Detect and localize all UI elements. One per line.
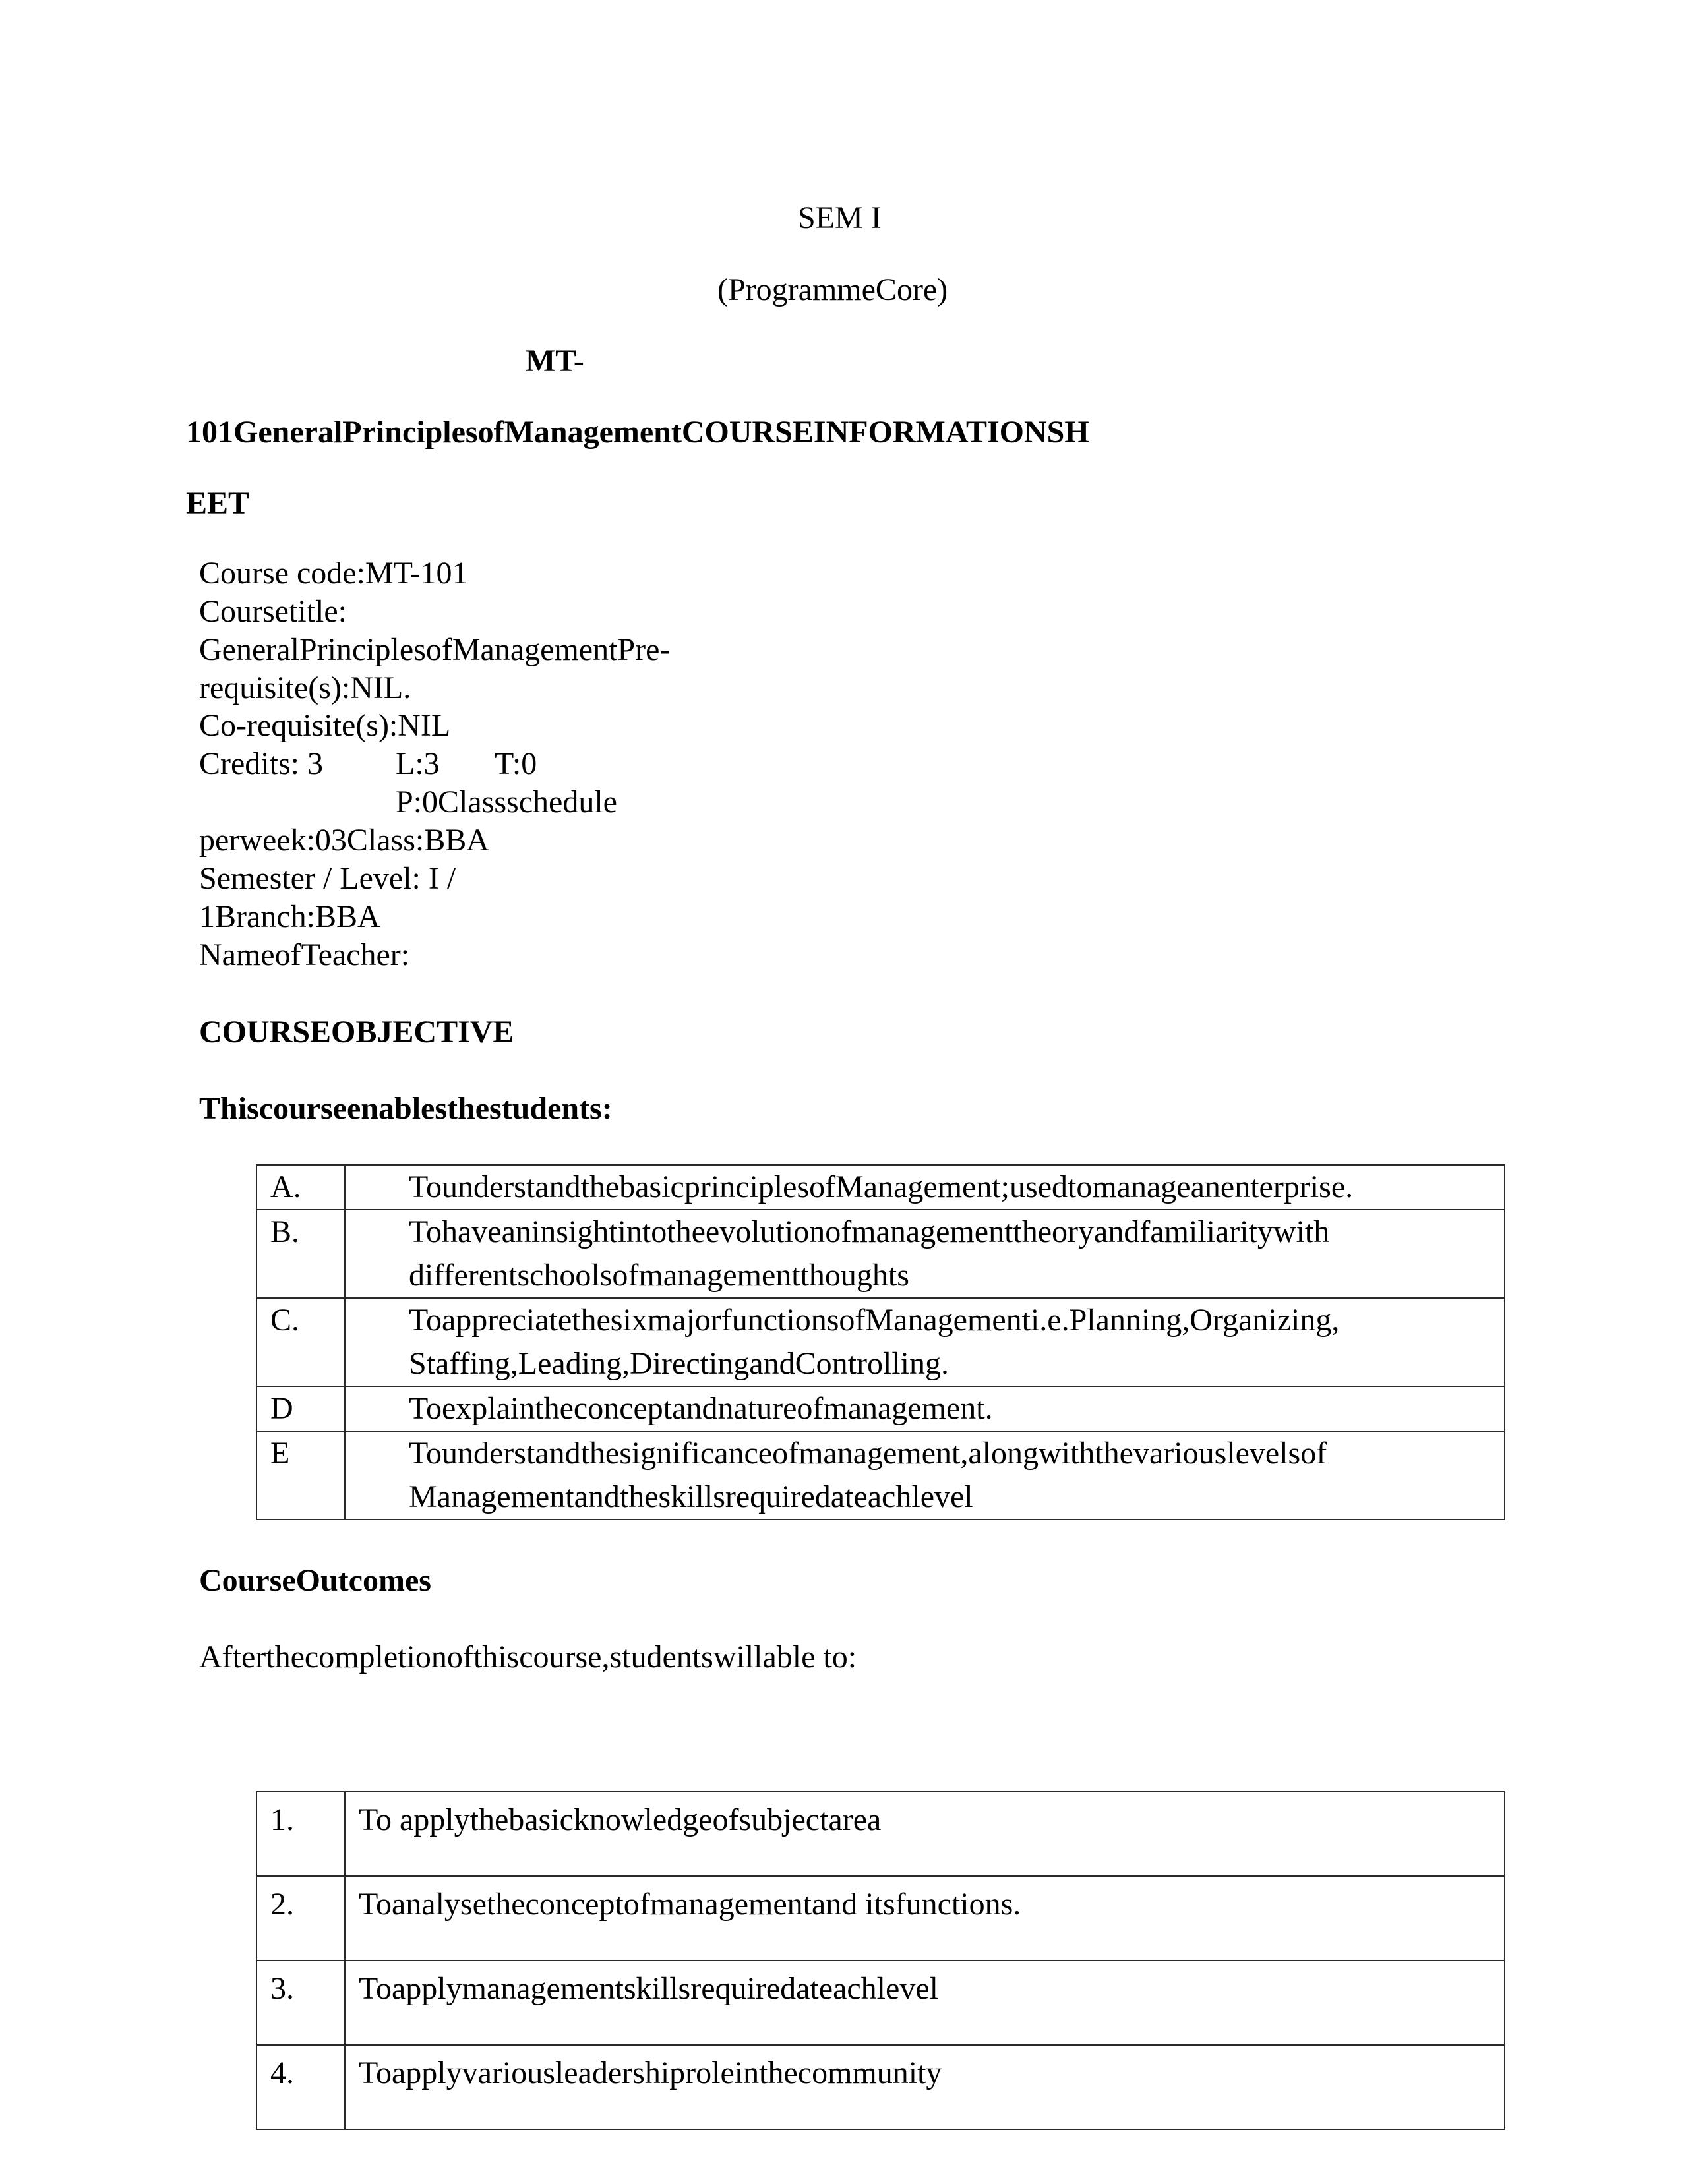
course-title-line-3: EET xyxy=(186,486,250,521)
outcome-text: Toapplymanagementskillsrequiredateachlevel xyxy=(345,1961,1505,2045)
table-row xyxy=(256,1298,1505,1386)
outcome-key: 2. xyxy=(256,1876,345,1961)
objective-text xyxy=(345,1165,1505,1210)
course-outcomes-heading: CourseOutcomes xyxy=(199,1563,431,1598)
course-code: Course code:MT-101 xyxy=(199,556,468,591)
table-row xyxy=(256,1210,1505,1298)
table-row xyxy=(256,1386,1505,1431)
teacher-name: NameofTeacher: xyxy=(199,937,410,972)
objective-line: Tounderstandthesignificanceofmanagement,alongwiththevariouslevelsof xyxy=(409,1436,1327,1471)
outcome-text: Toapplyvariousleadershiproleinthecommunity xyxy=(345,2045,1505,2129)
per-week-and-class: perweek:03Class:BBA xyxy=(199,823,489,858)
outcome-key: 1. xyxy=(256,1792,345,1876)
outcome-key: 3. xyxy=(256,1961,345,2045)
objective-key: A. xyxy=(256,1165,345,1210)
course-title-line-1: MT- xyxy=(526,343,584,378)
tutorial-hours: T:0 xyxy=(495,746,537,781)
table-row xyxy=(256,1165,1505,1210)
objective-line: Tohaveaninsightintotheevolutionofmanagementtheoryandfamiliaritywith xyxy=(409,1214,1330,1249)
table-row xyxy=(256,1961,1505,2045)
outcome-text: To applythebasicknowledgeofsubjectarea xyxy=(345,1792,1505,1876)
objective-text xyxy=(345,1210,1505,1298)
outcome-text: Toanalysetheconceptofmanagementand itsfunctions. xyxy=(345,1876,1505,1961)
branch: 1Branch:BBA xyxy=(199,899,380,934)
objective-line: Managementandtheskillsrequiredateachlevel xyxy=(409,1479,973,1514)
objective-text xyxy=(345,1431,1505,1520)
objectives-table xyxy=(256,1164,1505,1520)
objective-line: ToappreciatethesixmajorfunctionsofManagementi.e.Planning,Organizing, xyxy=(409,1303,1340,1338)
credits: Credits: 3 xyxy=(199,746,323,781)
prerequisite: requisite(s):NIL. xyxy=(199,670,411,705)
course-objective-intro: Thiscourseenablesthestudents: xyxy=(199,1091,613,1126)
lecture-hours: L:3 xyxy=(396,746,440,781)
table-row xyxy=(256,2045,1505,2129)
objective-key: B. xyxy=(256,1210,345,1298)
course-title-value: GeneralPrinciplesofManagementPre- xyxy=(199,632,671,667)
table-row xyxy=(256,1792,1505,1876)
objective-line: differentschoolsofmanagementthoughts xyxy=(409,1258,909,1293)
objective-line: Toexplaintheconceptandnatureofmanagement. xyxy=(409,1391,993,1426)
objective-text xyxy=(345,1298,1505,1386)
objective-text xyxy=(345,1386,1505,1431)
course-objective-heading: COURSEOBJECTIVE xyxy=(199,1015,514,1049)
outcomes-table xyxy=(256,1791,1505,2130)
table-row xyxy=(256,1876,1505,1961)
course-outcomes-intro: Afterthecompletionofthiscourse,studentswillable to: xyxy=(199,1639,857,1674)
semester-level: Semester / Level: I / xyxy=(199,861,456,896)
outcome-key: 4. xyxy=(256,2045,345,2129)
objective-key: D xyxy=(256,1386,345,1431)
course-title-line-2: 101GeneralPrinciplesofManagementCOURSEINFORMATIONSH xyxy=(186,415,1089,450)
objective-line: Staffing,Leading,DirectingandControlling. xyxy=(409,1346,949,1381)
corequisite: Co-requisite(s):NIL xyxy=(199,708,451,743)
course-title-label: Coursetitle: xyxy=(199,594,347,629)
objective-key: C. xyxy=(256,1298,345,1386)
semester-heading: SEM I xyxy=(798,200,882,235)
objective-key: E xyxy=(256,1431,345,1520)
practical-and-schedule: P:0Classschedule xyxy=(396,784,617,819)
programme-category: (ProgrammeCore) xyxy=(717,272,948,307)
table-row xyxy=(256,1431,1505,1520)
objective-line: TounderstandthebasicprinciplesofManagement;usedtomanageanenterprise. xyxy=(409,1169,1354,1204)
